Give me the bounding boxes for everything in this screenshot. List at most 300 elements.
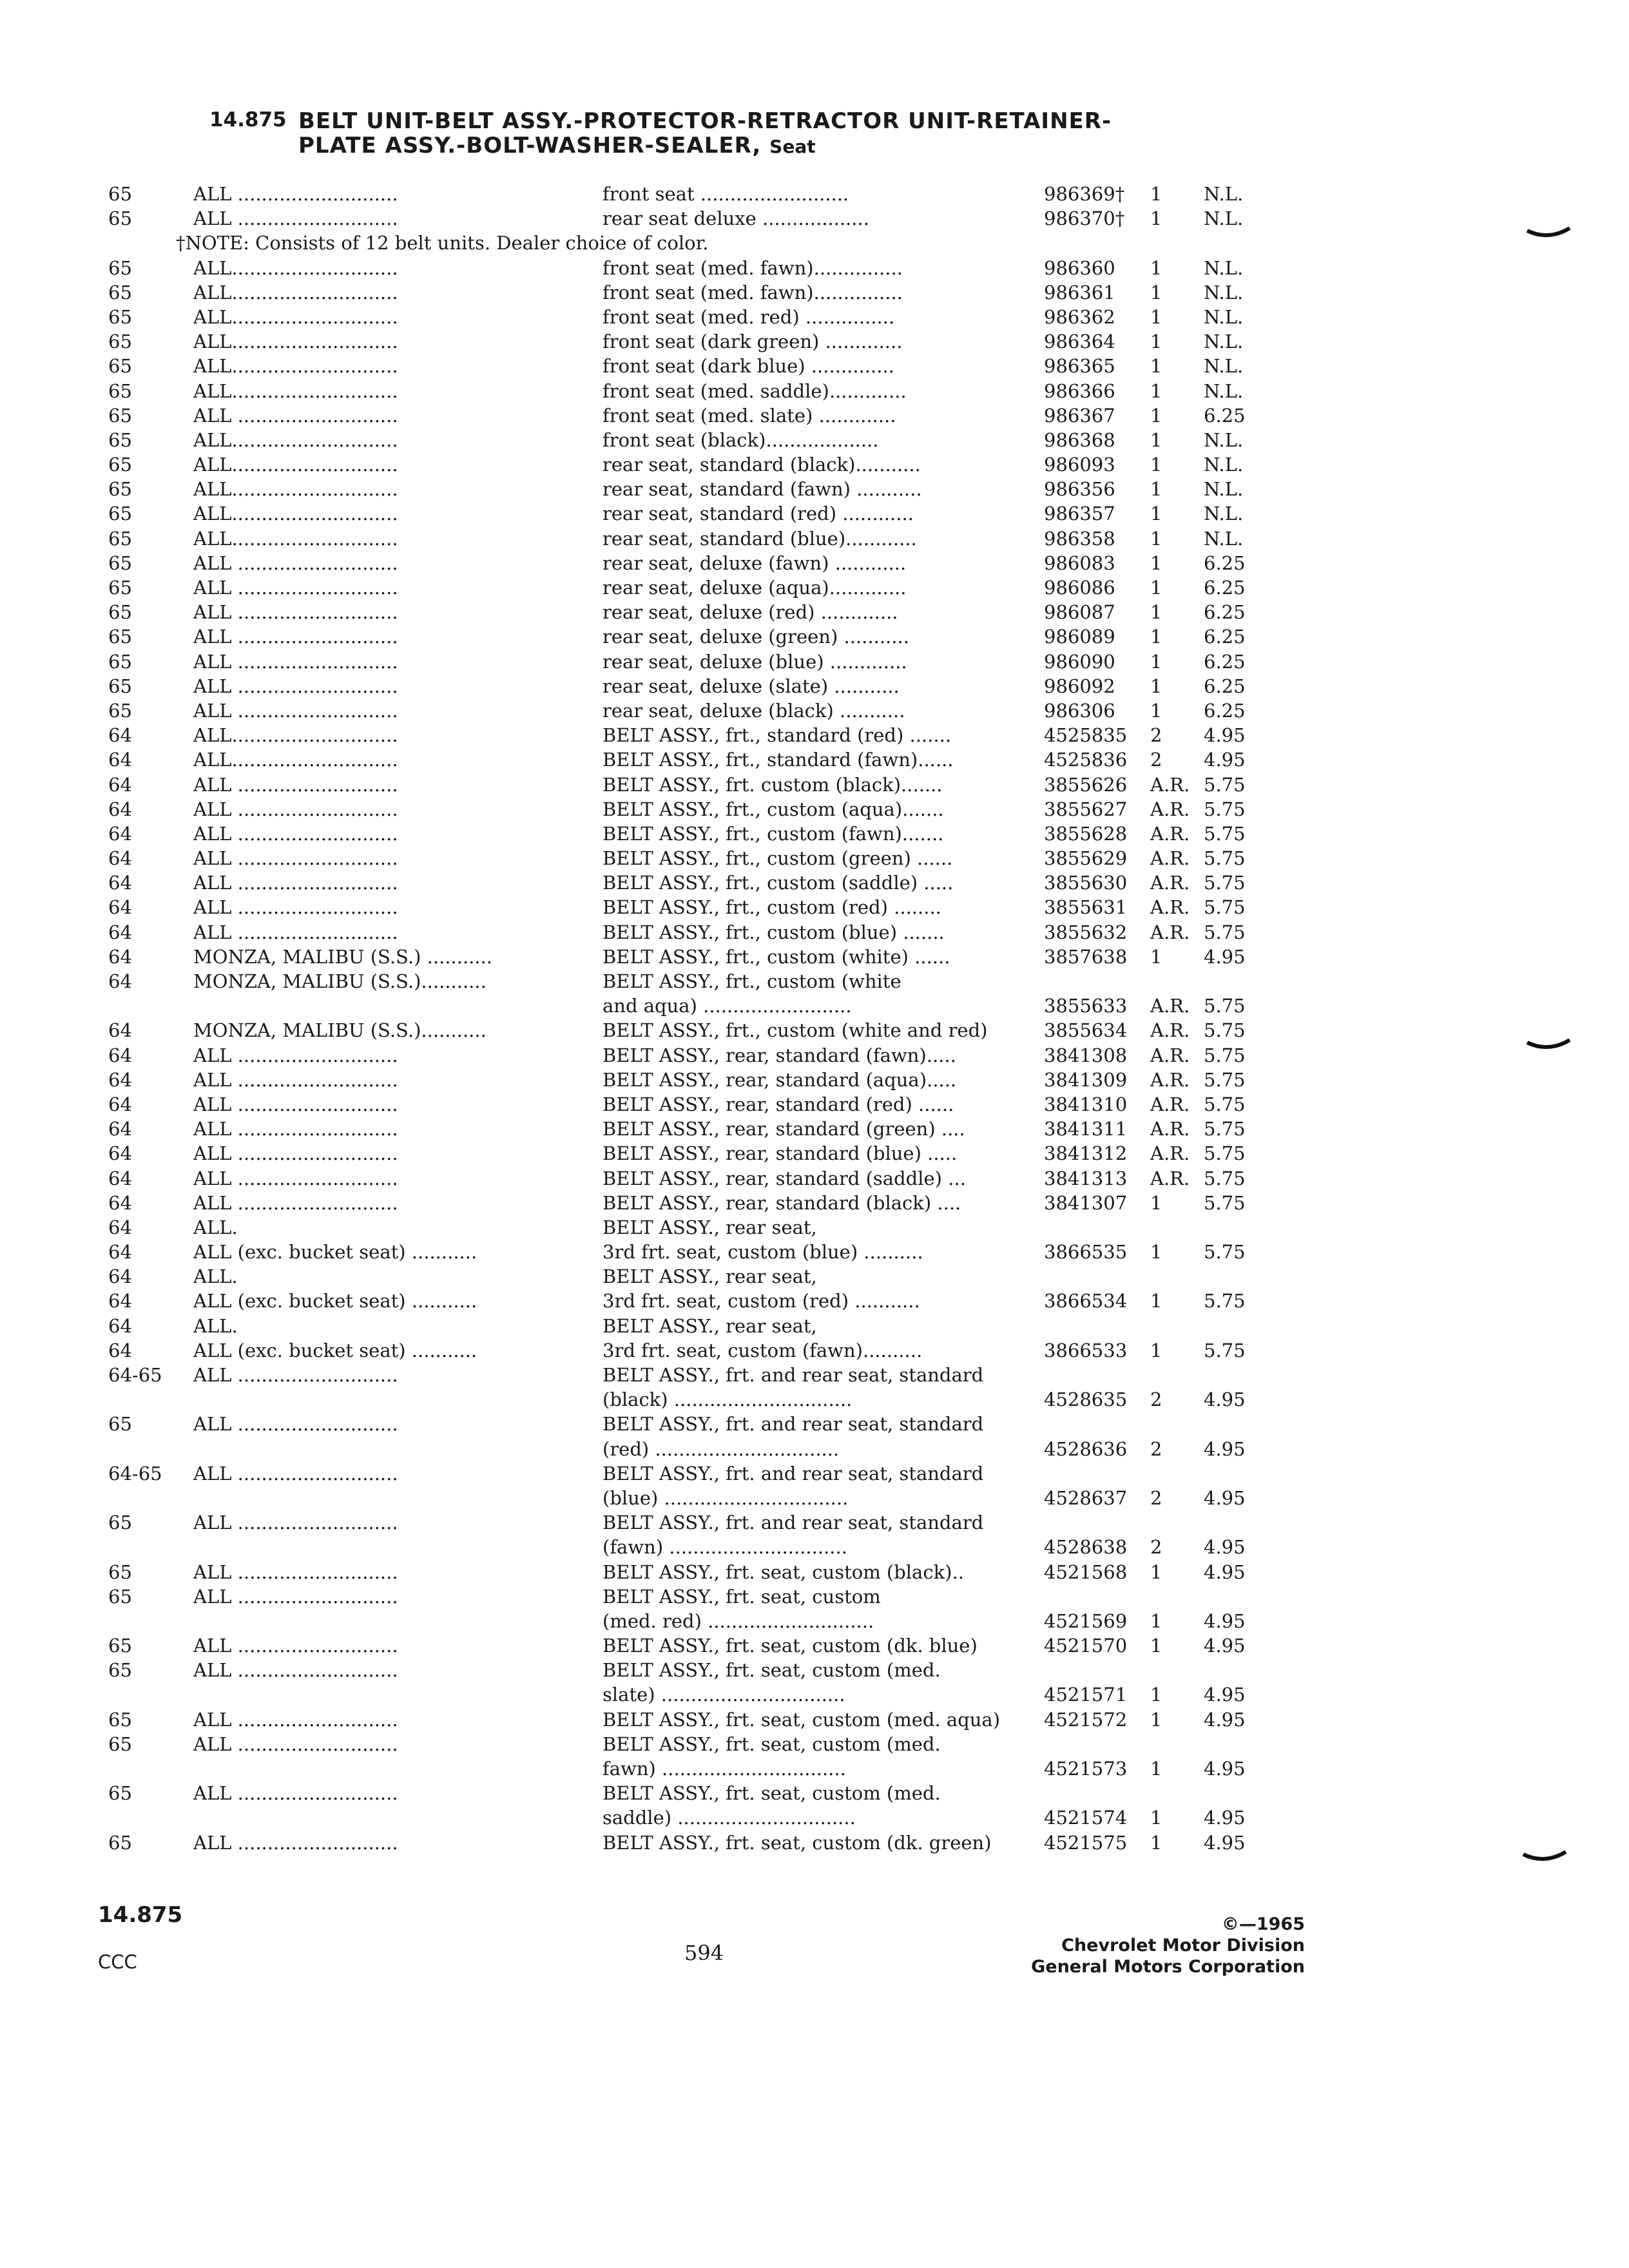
table-row	[0, 452, 1629, 477]
model-cell: ALL.	[193, 1216, 238, 1238]
description-cell: BELT ASSY., frt. seat, custom (dk. green)	[602, 1831, 992, 1854]
quantity-cell: A.R.	[1150, 1167, 1190, 1189]
description-cell: BELT ASSY., rear, standard (green) ....	[602, 1118, 965, 1140]
price-cell: 5.75	[1204, 1019, 1246, 1042]
quantity-cell: A.R.	[1150, 921, 1190, 943]
quantity-cell: 1	[1150, 527, 1162, 550]
year-cell: 64	[108, 872, 132, 894]
year-cell: 65	[108, 577, 132, 599]
description-cell: BELT ASSY., frt., custom (saddle) .....	[602, 872, 954, 894]
description-cell: BELT ASSY., frt. seat, custom (med.	[602, 1733, 941, 1755]
part-number-cell: 986370†	[1044, 207, 1125, 230]
quantity-cell: 1	[1150, 1610, 1162, 1632]
quantity-cell: A.R.	[1150, 1068, 1190, 1091]
quantity-cell: 1	[1150, 1758, 1162, 1780]
year-cell: 65	[108, 355, 132, 378]
year-cell: 65	[108, 1585, 132, 1608]
table-row	[0, 1707, 1629, 1732]
year-cell: 65	[108, 1413, 132, 1436]
price-cell: 5.75	[1204, 1241, 1246, 1264]
year-cell: 65	[108, 1561, 132, 1583]
year-cell: 64-65	[108, 1462, 162, 1485]
description-cell: (black) ..............................	[602, 1389, 853, 1411]
part-number-cell: 3855629	[1044, 847, 1128, 870]
part-number-cell: 3841312	[1044, 1142, 1128, 1165]
price-cell: 4.95	[1204, 1635, 1246, 1657]
table-row	[0, 354, 1629, 378]
table-row	[0, 1043, 1629, 1068]
part-number-cell: 986092	[1044, 675, 1115, 697]
quantity-cell: 1	[1150, 1684, 1162, 1706]
part-number-cell: 986089	[1044, 626, 1115, 648]
price-cell: 5.75	[1204, 773, 1246, 796]
price-cell: N.L.	[1204, 527, 1244, 550]
quantity-cell: A.R.	[1150, 1093, 1190, 1115]
quantity-cell: A.R.	[1150, 1019, 1190, 1042]
model-cell: ALL ...........................	[193, 1413, 398, 1436]
part-number-cell: 986362	[1044, 305, 1115, 328]
description-cell: slate) ...............................	[602, 1684, 845, 1706]
year-cell: 65	[108, 428, 132, 451]
price-cell: 5.75	[1204, 847, 1246, 870]
description-cell: rear seat, deluxe (fawn) ............	[602, 552, 907, 574]
description-cell: BELT ASSY., frt. seat, custom	[602, 1585, 881, 1608]
price-cell: 4.95	[1204, 945, 1246, 968]
quantity-cell: 1	[1150, 577, 1162, 599]
quantity-cell: 1	[1150, 281, 1162, 303]
table-row	[0, 280, 1629, 305]
model-cell: ALL ...........................	[193, 1364, 398, 1386]
part-number-cell: 4521572	[1044, 1708, 1128, 1731]
description-cell: front seat (med. saddle).............	[602, 380, 907, 402]
price-cell: 5.75	[1204, 1290, 1246, 1312]
model-cell: ALL.	[193, 1314, 238, 1337]
year-cell: 64	[108, 822, 132, 845]
table-row	[0, 773, 1629, 797]
model-cell: ALL............................	[193, 749, 398, 771]
quantity-cell: 1	[1150, 380, 1162, 402]
quantity-cell: A.R.	[1150, 798, 1190, 820]
price-cell: 5.75	[1204, 1044, 1246, 1066]
part-number-cell: 3855634	[1044, 1019, 1128, 1042]
price-cell: 5.75	[1204, 1068, 1246, 1091]
price-cell: 6.25	[1204, 577, 1246, 599]
quantity-cell: 1	[1150, 503, 1162, 525]
quantity-cell: 1	[1150, 1191, 1162, 1214]
model-cell: ALL ...........................	[193, 1561, 398, 1583]
description-cell: BELT ASSY., frt. seat, custom (med. aqua)	[602, 1708, 1001, 1731]
year-cell: 65	[108, 454, 132, 476]
price-cell: 5.75	[1204, 1167, 1246, 1189]
table-row	[0, 256, 1629, 280]
price-cell: 4.95	[1204, 1708, 1246, 1731]
description-cell: BELT ASSY., rear seat,	[602, 1265, 817, 1288]
quantity-cell: 1	[1150, 601, 1162, 624]
year-cell: 65	[108, 503, 132, 525]
description-cell: BELT ASSY., frt., custom (fawn).......	[602, 822, 944, 845]
table-row	[0, 674, 1629, 698]
price-cell: 5.75	[1204, 1093, 1246, 1115]
quantity-cell: 1	[1150, 404, 1162, 427]
table-row	[0, 206, 1629, 231]
description-cell: BELT ASSY., rear, standard (red) ......	[602, 1093, 954, 1115]
table-row	[0, 1805, 1629, 1830]
part-number-cell: 986093	[1044, 454, 1115, 476]
price-cell: 5.75	[1204, 1191, 1246, 1214]
description-cell: BELT ASSY., rear, standard (saddle) ...	[602, 1167, 966, 1189]
model-cell: ALL............................	[193, 527, 398, 550]
quantity-cell: 1	[1150, 183, 1162, 205]
model-cell: ALL (exc. bucket seat) ...........	[193, 1290, 477, 1312]
part-number-cell: 986357	[1044, 503, 1115, 525]
table-row	[0, 920, 1629, 945]
model-cell: ALL ...........................	[193, 896, 398, 919]
part-number-cell: 4521574	[1044, 1807, 1128, 1829]
price-cell: 6.25	[1204, 699, 1246, 722]
model-cell: ALL............................	[193, 281, 398, 303]
part-number-cell: 986364	[1044, 331, 1115, 353]
description-cell: and aqua) .........................	[602, 995, 852, 1017]
part-number-cell: 4528636	[1044, 1437, 1128, 1460]
description-cell: rear seat, deluxe (blue) .............	[602, 650, 907, 673]
description-cell: rear seat, deluxe (black) ...........	[602, 699, 905, 722]
price-cell: 4.95	[1204, 1831, 1246, 1854]
quantity-cell: 1	[1150, 699, 1162, 722]
quantity-cell: A.R.	[1150, 872, 1190, 894]
model-cell: ALL ...........................	[193, 822, 398, 845]
quantity-cell: A.R.	[1150, 847, 1190, 870]
part-number-cell: 3841313	[1044, 1167, 1128, 1189]
description-cell: rear seat, deluxe (aqua).............	[602, 577, 907, 599]
model-cell: ALL ...........................	[193, 1635, 398, 1657]
year-cell: 65	[108, 1708, 132, 1731]
price-cell: 5.75	[1204, 1142, 1246, 1165]
price-cell: 5.75	[1204, 995, 1246, 1017]
description-cell: BELT ASSY., frt. seat, custom (dk. blue)	[602, 1635, 978, 1657]
model-cell: ALL............................	[193, 331, 398, 353]
quantity-cell: 1	[1150, 1561, 1162, 1583]
price-cell: N.L.	[1204, 428, 1244, 451]
model-cell: ALL ...........................	[193, 1191, 398, 1214]
description-cell: BELT ASSY., frt., standard (red) .......	[602, 724, 952, 747]
price-cell: 6.25	[1204, 601, 1246, 624]
model-cell: ALL............................	[193, 724, 398, 747]
binding-mark-icon	[1526, 227, 1571, 241]
description-cell: BELT ASSY., frt. and rear seat, standard	[602, 1462, 984, 1485]
model-cell: ALL............................	[193, 478, 398, 501]
price-cell: N.L.	[1204, 183, 1244, 205]
binding-mark-icon	[1526, 1039, 1571, 1053]
description-cell: BELT ASSY., rear seat,	[602, 1216, 817, 1238]
description-cell: rear seat, standard (red) ............	[602, 503, 914, 525]
model-cell: ALL ...........................	[193, 872, 398, 894]
quantity-cell: A.R.	[1150, 1142, 1190, 1165]
price-cell: 4.95	[1204, 1684, 1246, 1706]
part-number-cell: 986087	[1044, 601, 1115, 624]
table-row	[0, 1215, 1629, 1240]
table-row	[0, 428, 1629, 452]
table-row	[0, 1756, 1629, 1781]
description-cell: rear seat, standard (blue)............	[602, 527, 917, 550]
model-cell: ALL ...........................	[193, 1118, 398, 1140]
table-row	[0, 723, 1629, 747]
table-row	[0, 797, 1629, 822]
table-row	[0, 403, 1629, 428]
description-cell: front seat (med. fawn)...............	[602, 256, 903, 279]
price-cell: 5.75	[1204, 872, 1246, 894]
part-number-cell: 3855632	[1044, 921, 1128, 943]
page-number: 594	[684, 1941, 724, 1965]
year-cell: 64	[108, 724, 132, 747]
quantity-cell: 1	[1150, 207, 1162, 230]
year-cell: 64	[108, 773, 132, 796]
model-cell: ALL ...........................	[193, 207, 398, 230]
description-cell: rear seat, standard (black)...........	[602, 454, 921, 476]
description-cell: BELT ASSY., frt. seat, custom (black)..	[602, 1561, 964, 1583]
quantity-cell: 1	[1150, 305, 1162, 328]
model-cell: ALL............................	[193, 503, 398, 525]
quantity-cell: 2	[1150, 724, 1162, 747]
part-number-cell: 3866533	[1044, 1339, 1128, 1361]
table-row	[0, 1018, 1629, 1043]
price-cell: N.L.	[1204, 355, 1244, 378]
price-cell: 4.95	[1204, 1610, 1246, 1632]
model-cell: ALL............................	[193, 454, 398, 476]
table-row	[0, 846, 1629, 870]
table-row	[0, 379, 1629, 403]
price-cell: N.L.	[1204, 207, 1244, 230]
quantity-cell: 1	[1150, 1339, 1162, 1361]
model-cell: ALL ...........................	[193, 1733, 398, 1755]
description-cell: front seat (dark green) .............	[602, 331, 903, 353]
model-cell: ALL ...........................	[193, 921, 398, 943]
table-row	[0, 1387, 1629, 1412]
part-number-cell: 4528638	[1044, 1536, 1128, 1559]
part-number-cell: 986367	[1044, 404, 1115, 427]
price-cell: 5.75	[1204, 896, 1246, 919]
year-cell: 64	[108, 1265, 132, 1288]
year-cell: 65	[108, 281, 132, 303]
table-row	[0, 698, 1629, 723]
description-cell: BELT ASSY., frt., custom (white) ......	[602, 945, 950, 968]
description-cell: (red) ...............................	[602, 1437, 840, 1460]
table-row	[0, 1314, 1629, 1338]
year-cell: 64	[108, 921, 132, 943]
footer-section-number: 14.875	[98, 1902, 183, 1928]
part-number-cell: 3841307	[1044, 1191, 1128, 1214]
table-row	[0, 1166, 1629, 1191]
year-cell: 65	[108, 650, 132, 673]
year-cell: 65	[108, 626, 132, 648]
part-number-cell: 3866534	[1044, 1290, 1128, 1312]
table-row	[0, 501, 1629, 526]
model-cell: MONZA, MALIBU (S.S.) ...........	[193, 945, 493, 968]
part-number-cell: 986090	[1044, 650, 1115, 673]
year-cell: 64	[108, 798, 132, 820]
part-number-cell: 3841311	[1044, 1118, 1128, 1140]
year-cell: 64	[108, 1167, 132, 1189]
section-title-line1: BELT UNIT-BELT ASSY.-PROTECTOR-RETRACTOR UNIT-RETAINER-	[298, 108, 1112, 134]
table-row	[0, 477, 1629, 501]
quantity-cell: 2	[1150, 1536, 1162, 1559]
year-cell: 64	[108, 1093, 132, 1115]
description-cell: BELT ASSY., frt., custom (red) ........	[602, 896, 941, 919]
price-cell: N.L.	[1204, 478, 1244, 501]
description-cell: saddle) ..............................	[602, 1807, 856, 1829]
table-row	[0, 1609, 1629, 1633]
price-cell: N.L.	[1204, 454, 1244, 476]
part-number-cell: 4525835	[1044, 724, 1128, 747]
price-cell: N.L.	[1204, 305, 1244, 328]
model-cell: ALL............................	[193, 380, 398, 402]
description-cell: front seat (med. fawn)...............	[602, 281, 903, 303]
price-cell: 6.25	[1204, 552, 1246, 574]
table-row	[0, 895, 1629, 919]
price-cell: 5.75	[1204, 822, 1246, 845]
quantity-cell: 1	[1150, 1807, 1162, 1829]
model-cell: ALL ...........................	[193, 1462, 398, 1485]
year-cell: 65	[108, 207, 132, 230]
year-cell: 65	[108, 183, 132, 205]
quantity-cell: 1	[1150, 454, 1162, 476]
quantity-cell: 1	[1150, 1831, 1162, 1854]
model-cell: ALL............................	[193, 305, 398, 328]
year-cell: 64	[108, 1044, 132, 1066]
model-cell: ALL.	[193, 1265, 238, 1288]
table-row	[0, 600, 1629, 624]
table-row	[0, 969, 1629, 994]
year-cell: 65	[108, 380, 132, 402]
description-cell: front seat .........................	[602, 183, 849, 205]
part-number-cell: 4521569	[1044, 1610, 1128, 1632]
model-cell: ALL ...........................	[193, 1659, 398, 1682]
description-cell: BELT ASSY., frt., custom (blue) .......	[602, 921, 945, 943]
year-cell: 65	[108, 478, 132, 501]
model-cell: ALL ...........................	[193, 1585, 398, 1608]
price-cell: 6.25	[1204, 650, 1246, 673]
table-row	[0, 1141, 1629, 1166]
table-row	[0, 575, 1629, 600]
model-cell: ALL ...........................	[193, 1093, 398, 1115]
part-number-cell: 986368	[1044, 428, 1115, 451]
model-cell: MONZA, MALIBU (S.S.)...........	[193, 1019, 487, 1042]
part-number-cell: 3855631	[1044, 896, 1128, 919]
part-number-cell: 3866535	[1044, 1241, 1128, 1264]
description-cell: BELT ASSY., frt., custom (aqua).......	[602, 798, 944, 820]
quantity-cell: 1	[1150, 675, 1162, 697]
model-cell: ALL ...........................	[193, 601, 398, 624]
part-number-cell: 4521568	[1044, 1561, 1128, 1583]
part-number-cell: 4521575	[1044, 1831, 1128, 1854]
year-cell: 65	[108, 1733, 132, 1755]
price-cell: 4.95	[1204, 1758, 1246, 1780]
copyright-block	[1031, 1914, 1305, 1977]
year-cell: 65	[108, 1782, 132, 1805]
description-cell: BELT ASSY., rear, standard (blue) .....	[602, 1142, 958, 1165]
description-cell: front seat (black)...................	[602, 428, 879, 451]
quantity-cell: 1	[1150, 650, 1162, 673]
table-row	[0, 1068, 1629, 1092]
part-number-cell: 4528637	[1044, 1486, 1128, 1509]
corporation-line: General Motors Corporation	[1031, 1957, 1305, 1977]
price-cell: 4.95	[1204, 1807, 1246, 1829]
year-cell: 64	[108, 1339, 132, 1361]
quantity-cell: 2	[1150, 1389, 1162, 1411]
part-number-cell: 3841308	[1044, 1044, 1128, 1066]
quantity-cell: 1	[1150, 478, 1162, 501]
table-row	[0, 1732, 1629, 1756]
price-cell: 5.75	[1204, 798, 1246, 820]
price-cell: 6.25	[1204, 626, 1246, 648]
description-cell: BELT ASSY., frt. seat, custom (med.	[602, 1782, 941, 1805]
table-row	[0, 329, 1629, 354]
part-number-cell: 3841310	[1044, 1093, 1128, 1115]
quantity-cell: A.R.	[1150, 896, 1190, 919]
model-cell: ALL ...........................	[193, 1167, 398, 1189]
model-cell: ALL ...........................	[193, 798, 398, 820]
part-number-cell: 4521571	[1044, 1684, 1128, 1706]
table-note	[0, 231, 1629, 255]
year-cell: 65	[108, 331, 132, 353]
table-row	[0, 1092, 1629, 1117]
model-cell: ALL ...........................	[193, 675, 398, 697]
table-row	[0, 1658, 1629, 1682]
description-cell: BELT ASSY., frt. and rear seat, standard	[602, 1364, 984, 1386]
quantity-cell: A.R.	[1150, 1044, 1190, 1066]
year-cell: 64	[108, 1068, 132, 1091]
description-cell: BELT ASSY., rear, standard (fawn).....	[602, 1044, 956, 1066]
year-cell: 64	[108, 749, 132, 771]
year-cell: 65	[108, 1831, 132, 1854]
price-cell: 5.75	[1204, 1339, 1246, 1361]
year-cell: 64	[108, 1019, 132, 1042]
description-cell: rear seat, standard (fawn) ...........	[602, 478, 922, 501]
table-row	[0, 305, 1629, 329]
table-row	[0, 1486, 1629, 1510]
table-row	[0, 1240, 1629, 1264]
model-cell: ALL ...........................	[193, 404, 398, 427]
year-cell: 65	[108, 601, 132, 624]
part-number-cell: 4521570	[1044, 1635, 1128, 1657]
part-number-cell: 3855633	[1044, 995, 1128, 1017]
table-row	[0, 1338, 1629, 1363]
description-cell: BELT ASSY., frt., custom (white	[602, 970, 901, 992]
part-number-cell: 986360	[1044, 256, 1115, 279]
year-cell: 65	[108, 552, 132, 574]
quantity-cell: A.R.	[1150, 1118, 1190, 1140]
table-row	[0, 1412, 1629, 1436]
price-cell: N.L.	[1204, 380, 1244, 402]
section-title-line2-suffix: Seat	[769, 136, 816, 157]
table-row	[0, 1831, 1629, 1855]
table-row	[0, 1510, 1629, 1535]
description-cell: rear seat deluxe ..................	[602, 207, 869, 230]
description-cell: BELT ASSY., frt., custom (green) ......	[602, 847, 953, 870]
section-title-line2	[298, 133, 816, 159]
model-cell: ALL ...........................	[193, 1708, 398, 1731]
description-cell: BELT ASSY., frt. and rear seat, standard	[602, 1413, 984, 1436]
description-cell: 3rd frt. seat, custom (fawn)..........	[602, 1339, 923, 1361]
description-cell: rear seat, deluxe (slate) ...........	[602, 675, 900, 697]
price-cell: 5.75	[1204, 921, 1246, 943]
model-cell: ALL ...........................	[193, 1142, 398, 1165]
part-number-cell: 3855630	[1044, 872, 1128, 894]
part-number-cell: 986083	[1044, 552, 1115, 574]
year-cell: 64	[108, 1191, 132, 1214]
part-number-cell: 986306	[1044, 699, 1115, 722]
price-cell: 6.25	[1204, 404, 1246, 427]
price-cell: N.L.	[1204, 503, 1244, 525]
